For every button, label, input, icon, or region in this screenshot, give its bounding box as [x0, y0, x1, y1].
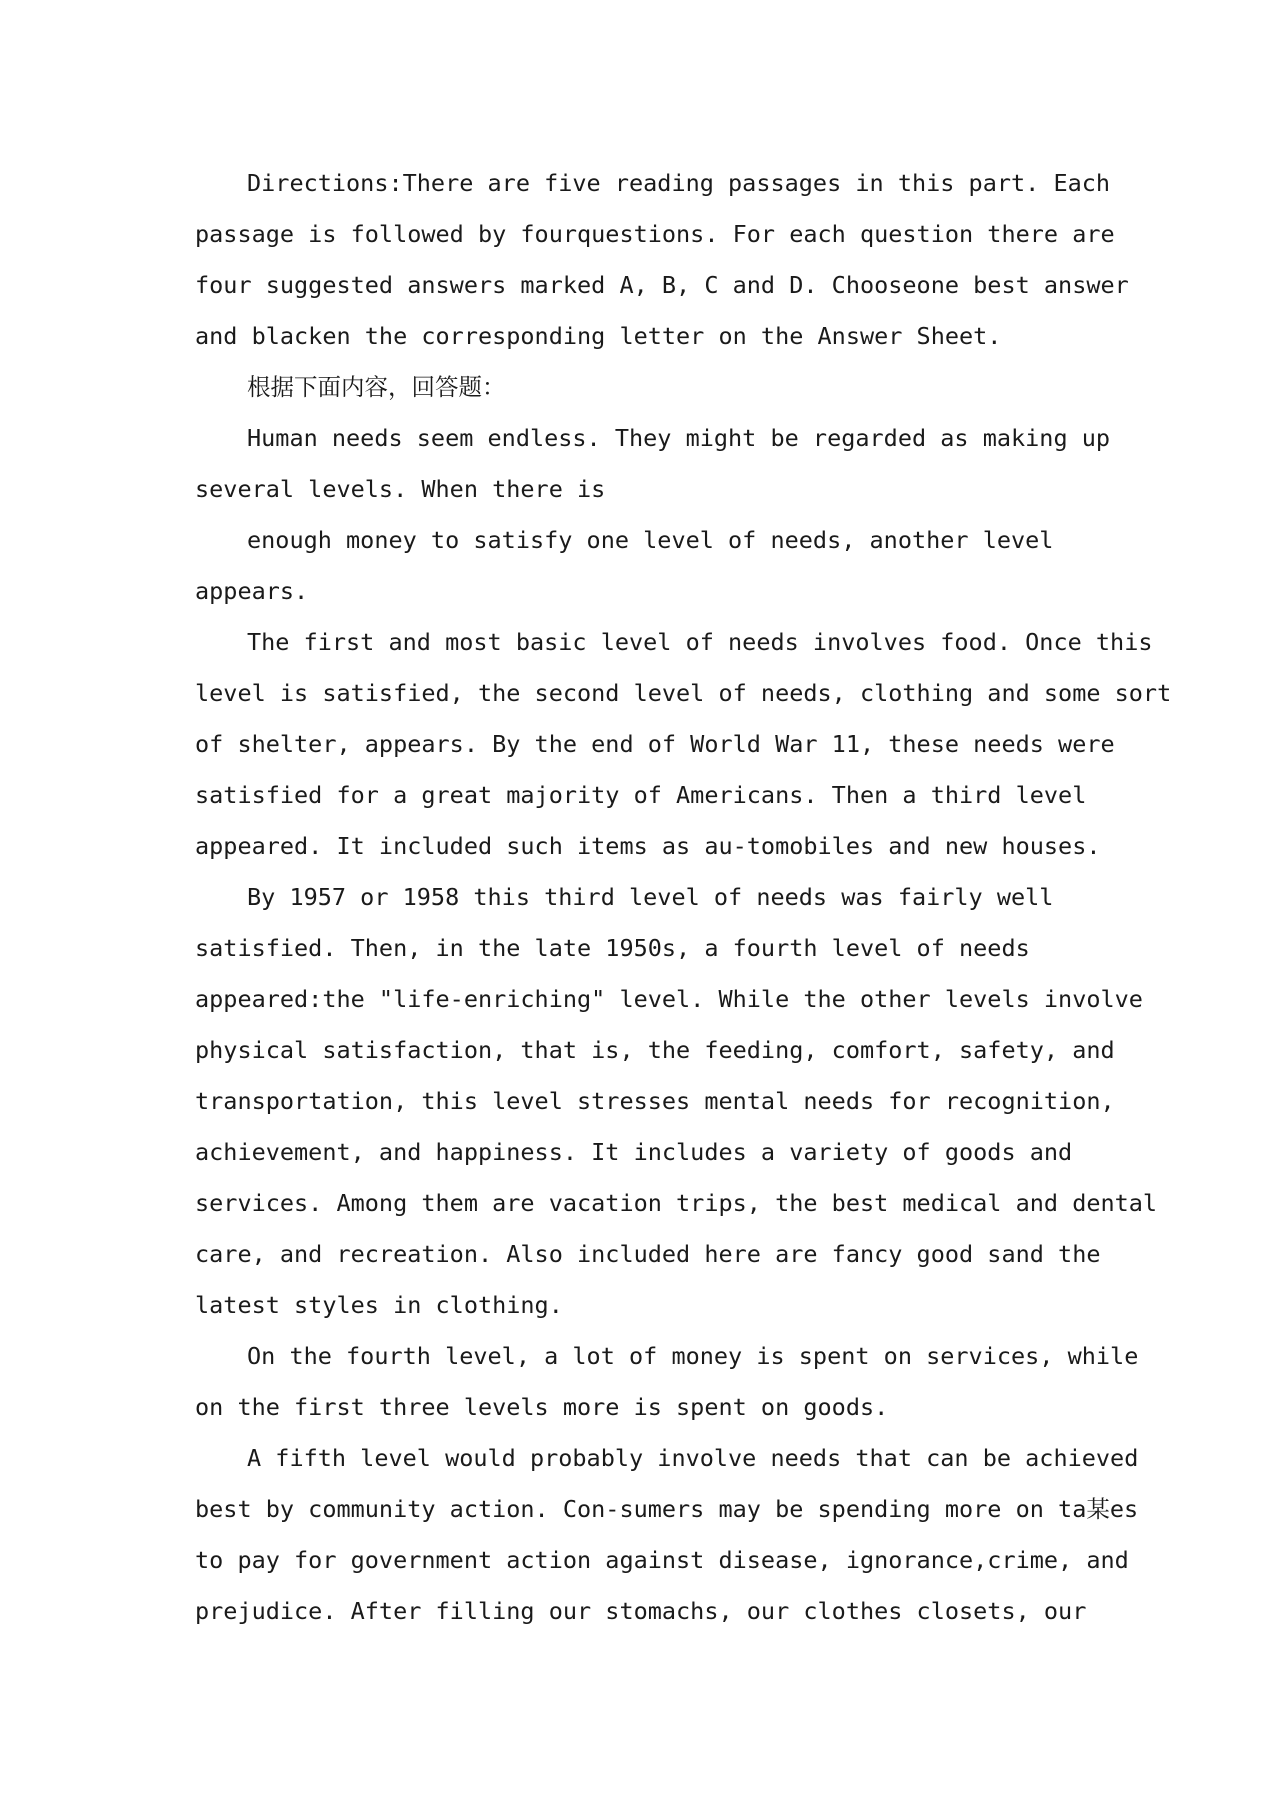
text-line: enough money to satisfy one level of needs, another level — [247, 526, 1054, 554]
text-line: best by community action. Con-sumers may be spending more on ta某es — [195, 1495, 1139, 1523]
text-line: satisfied for a great majority of Americans. Then a third level — [195, 781, 1087, 809]
text-line: appeared:the "life-enriching" level. While the other levels involve — [195, 985, 1143, 1013]
text-line: passage is followed by fourquestions. For each question there are — [195, 220, 1115, 248]
text-line: Directions:There are five reading passages in this part. Each — [247, 169, 1111, 197]
text-line: four suggested answers marked A, B, C and D. Chooseone best answer — [195, 271, 1129, 299]
text-line: of shelter, appears. By the end of World War 11, these needs were — [195, 730, 1115, 758]
text-line: services. Among them are vacation trips, the best medical and dental — [195, 1189, 1158, 1217]
text-line: A fifth level would probably involve needs that can be achieved — [247, 1444, 1139, 1472]
text-line: Human needs seem endless. They might be regarded as making up — [247, 424, 1111, 452]
text-line: physical satisfaction, that is, the feeding, comfort, safety, and — [195, 1036, 1115, 1064]
text-line: on the first three levels more is spent on goods. — [195, 1393, 889, 1421]
text-line: transportation, this level stresses mental needs for recognition, — [195, 1087, 1115, 1115]
document-body — [195, 158, 1172, 1637]
text-line: to pay for government action against disease, ignorance,crime, and — [195, 1546, 1129, 1574]
text-line: care, and recreation. Also included here are fancy good sand the — [195, 1240, 1101, 1268]
text-line: 根据下面内容，回答题： — [247, 373, 506, 401]
text-line: achievement, and happiness. It includes a variety of goods and — [195, 1138, 1073, 1166]
text-line: latest styles in clothing. — [195, 1291, 563, 1319]
text-line: On the fourth level, a lot of money is spent on services, while — [247, 1342, 1139, 1370]
text-line: satisfied. Then, in the late 1950s, a fourth level of needs — [195, 934, 1030, 962]
text-line: appears. — [195, 577, 309, 605]
text-line: The first and most basic level of needs involves food. Once this — [247, 628, 1153, 656]
text-line: and blacken the corresponding letter on the Answer Sheet. — [195, 322, 1002, 350]
text-line: level is satisfied, the second level of needs, clothing and some sort — [195, 679, 1172, 707]
text-line: appeared. It included such items as au-tomobiles and new houses. — [195, 832, 1101, 860]
text-line: By 1957 or 1958 this third level of needs was fairly well — [247, 883, 1054, 911]
text-line: several levels. When there is — [195, 475, 606, 503]
text-line: prejudice. After filling our stomachs, our clothes closets, our — [195, 1597, 1087, 1625]
